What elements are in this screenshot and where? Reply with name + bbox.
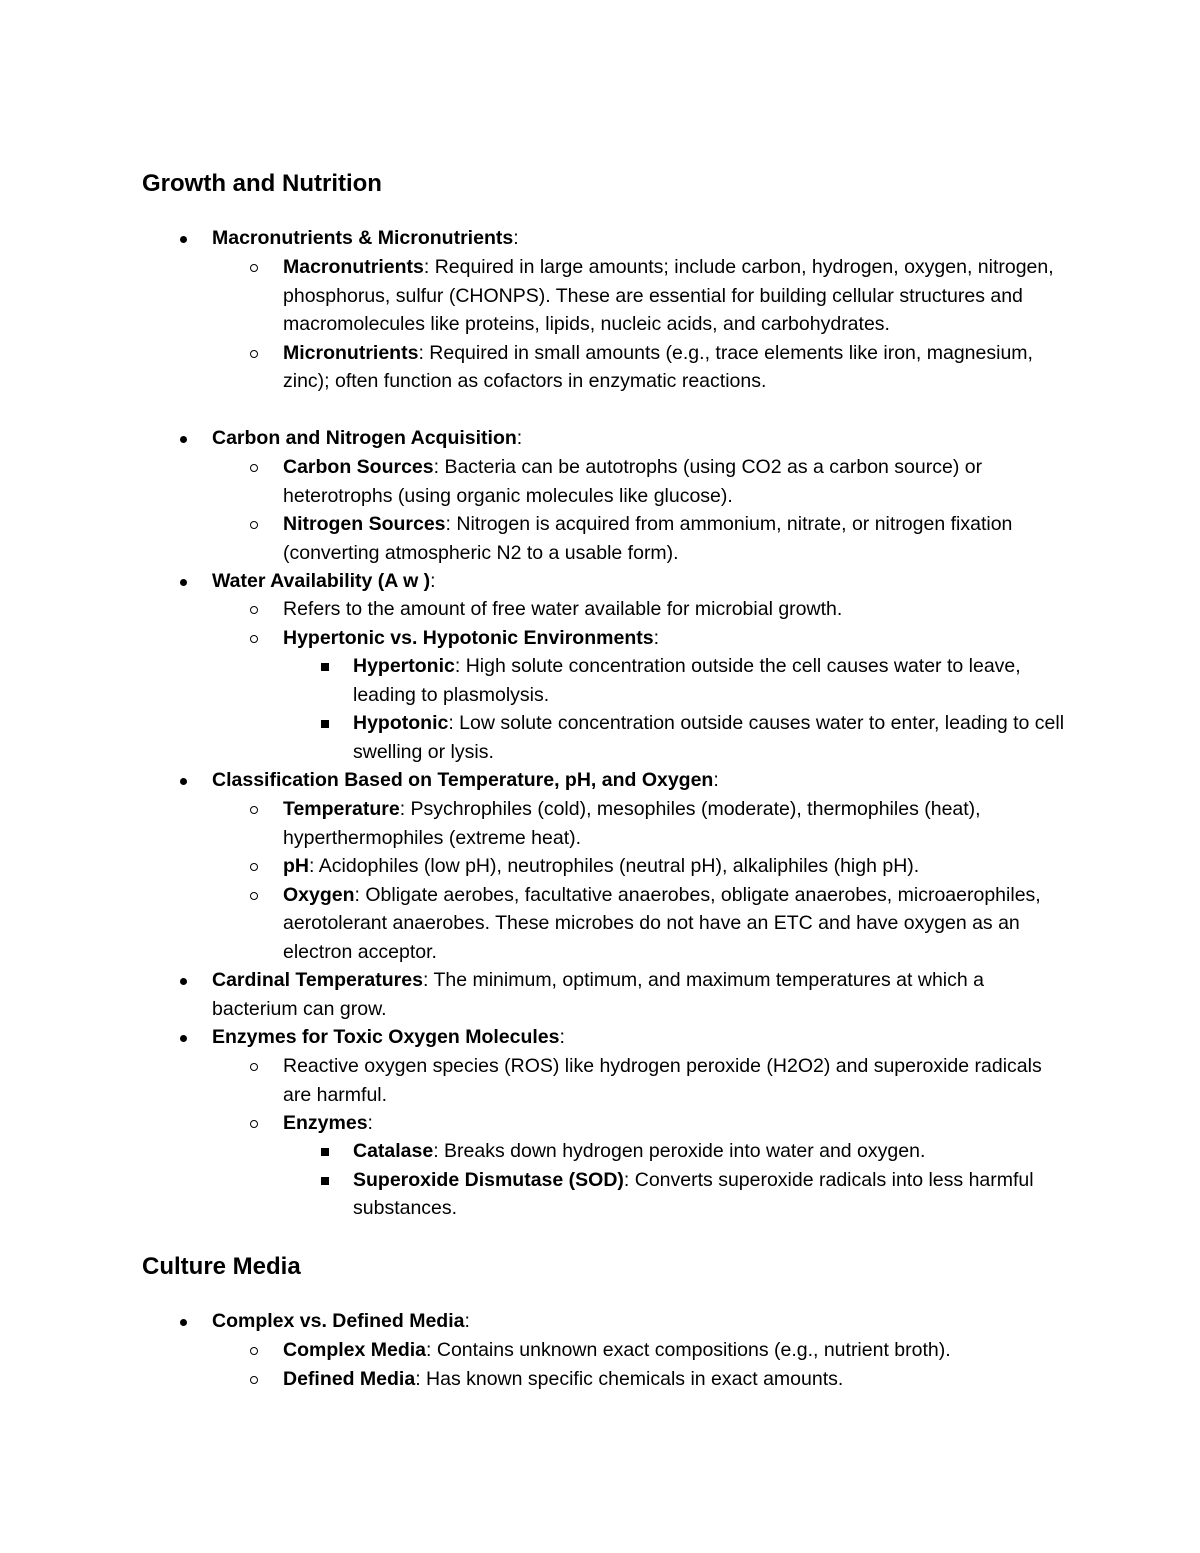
bullet-term: Hypotonic bbox=[353, 712, 449, 735]
section-heading-culture-media: Culture Media bbox=[142, 1253, 301, 1280]
bullet-term: Nitrogen Sources bbox=[283, 513, 446, 536]
sub-sub-bullet-list bbox=[353, 1137, 1073, 1223]
bullet-text: : Acidophiles (low pH), neutrophiles (neutral pH), alkaliphiles (high pH). bbox=[309, 855, 920, 878]
bullet-text: : bbox=[430, 570, 436, 592]
bullet-list bbox=[212, 567, 1072, 596]
bullet-term: Macronutrients & Micronutrients bbox=[212, 227, 514, 249]
bullet-term: Carbon Sources bbox=[283, 456, 434, 478]
list-item bbox=[283, 339, 1073, 396]
bullet-text: : Nitrogen is acquired from ammonium, nitrate, or nitrogen fixation (converting atmospheric N2 to a usable form). bbox=[283, 513, 1013, 564]
bullet-list bbox=[212, 224, 1072, 253]
bullet-text: : Required in large amounts; include carbon, hydrogen, oxygen, nitrogen, phosphorus, sulfur (CHONPS). These are essential for building cellular structures and macromolecules like proteins, lipids, nucleic acids, and carbohydrates. bbox=[283, 256, 1054, 336]
bullet-term: Water Availability (A w ) bbox=[212, 570, 431, 592]
list-item bbox=[212, 966, 1072, 1023]
bullet-term: Classification Based on Temperature, pH, and Oxygen bbox=[212, 769, 714, 791]
list-item bbox=[283, 881, 1073, 967]
list-item bbox=[283, 1109, 1073, 1138]
bullet-text: : The minimum, optimum, and maximum temperatures at which a bacterium can grow. bbox=[212, 969, 984, 1020]
list-item bbox=[283, 1336, 1073, 1365]
list-item bbox=[212, 1023, 1072, 1052]
list-item bbox=[353, 1166, 1073, 1223]
list-item bbox=[283, 1365, 1073, 1394]
bullet-term: Macronutrients bbox=[283, 256, 424, 278]
bullet-term: Oxygen bbox=[283, 883, 355, 906]
list-item bbox=[283, 852, 1073, 881]
sub-bullet-list bbox=[283, 1052, 1073, 1138]
list-item bbox=[212, 766, 1072, 795]
bullet-text: : bbox=[367, 1112, 373, 1135]
list-item bbox=[283, 253, 1073, 339]
bullet-text: Reactive oxygen species (ROS) like hydrogen peroxide (H2O2) and superoxide radicals are harmful. bbox=[283, 1055, 1042, 1106]
bullet-text: : Low solute concentration outside causes water to enter, leading to cell swelling or lysis. bbox=[353, 712, 1065, 763]
bullet-text: : Contains unknown exact compositions (e.g., nutrient broth). bbox=[426, 1339, 951, 1361]
bullet-text: : bbox=[713, 769, 719, 791]
bullet-text: : Converts superoxide radicals into less harmful substances. bbox=[353, 1168, 1034, 1220]
list-item bbox=[353, 709, 1073, 766]
bullet-term: Enzymes for Toxic Oxygen Molecules bbox=[212, 1026, 560, 1049]
sub-bullet-list bbox=[283, 1336, 1073, 1393]
list-item bbox=[212, 567, 1072, 596]
bullet-text: : bbox=[513, 227, 519, 249]
bullet-text: : Breaks down hydrogen peroxide into water and oxygen. bbox=[433, 1140, 926, 1162]
list-item bbox=[283, 795, 1073, 852]
bullet-text: : bbox=[516, 427, 523, 449]
list-item bbox=[212, 224, 1072, 253]
bullet-list bbox=[212, 424, 1072, 453]
bullet-list bbox=[212, 966, 1072, 1052]
bullet-term: Temperature bbox=[283, 798, 400, 820]
section-heading-growth-nutrition: Growth and Nutrition bbox=[142, 170, 382, 197]
bullet-text: Refers to the amount of free water available for microbial growth. bbox=[283, 598, 843, 620]
bullet-term: Enzymes bbox=[283, 1112, 368, 1135]
bullet-text: : Bacteria can be autotrophs (using CO2 as a carbon source) or heterotrophs (using organic molecules like glucose). bbox=[283, 456, 983, 507]
bullet-text: : High solute concentration outside the cell causes water to leave, leading to plasmolysis. bbox=[353, 655, 1021, 706]
list-item bbox=[212, 1307, 1072, 1336]
bullet-term: Cardinal Temperatures bbox=[212, 969, 423, 991]
sub-bullet-list bbox=[283, 253, 1073, 396]
bullet-term: Superoxide Dismutase (SOD) bbox=[353, 1168, 624, 1191]
list-item bbox=[283, 453, 1073, 510]
bullet-text: : Required in small amounts (e.g., trace elements like iron, magnesium, zinc); often function as cofactors in enzymatic reactions. bbox=[283, 341, 1033, 393]
bullet-text: : bbox=[559, 1026, 565, 1049]
sub-bullet-list bbox=[283, 595, 1073, 652]
bullet-term: Complex Media bbox=[283, 1339, 427, 1361]
list-item bbox=[283, 624, 1073, 653]
bullet-text: : Psychrophiles (cold), mesophiles (moderate), thermophiles (heat), hyperthermophiles (extreme heat). bbox=[283, 798, 981, 849]
list-item bbox=[212, 424, 1072, 453]
sub-sub-bullet-list bbox=[353, 652, 1073, 766]
sub-bullet-list bbox=[283, 453, 1073, 567]
bullet-term: Catalase bbox=[353, 1140, 434, 1162]
bullet-text: : Obligate aerobes, facultative anaerobes, obligate anaerobes, microaerophiles, aerotolerant anaerobes. These microbes do not have an ETC and have oxygen as an electron acceptor. bbox=[283, 883, 1041, 963]
bullet-term: Complex vs. Defined Media bbox=[212, 1310, 465, 1332]
list-item bbox=[353, 652, 1073, 709]
bullet-term: Hypertonic vs. Hypotonic Environments bbox=[283, 626, 654, 649]
list-item bbox=[283, 1052, 1073, 1109]
bullet-term: Hypertonic bbox=[353, 655, 455, 677]
bullet-term: Carbon and Nitrogen Acquisition bbox=[212, 427, 517, 449]
bullet-text: : bbox=[464, 1310, 470, 1332]
bullet-text: : bbox=[653, 626, 659, 649]
list-item bbox=[283, 595, 1073, 624]
bullet-text: : Has known specific chemicals in exact amounts. bbox=[415, 1367, 844, 1390]
bullet-list bbox=[212, 766, 1072, 795]
bullet-term: pH bbox=[283, 855, 309, 878]
bullet-list bbox=[212, 1307, 1072, 1336]
list-item bbox=[353, 1137, 1073, 1166]
bullet-term: Defined Media bbox=[283, 1367, 416, 1390]
list-item bbox=[283, 510, 1073, 567]
sub-bullet-list bbox=[283, 795, 1073, 967]
bullet-term: Micronutrients bbox=[283, 341, 419, 364]
